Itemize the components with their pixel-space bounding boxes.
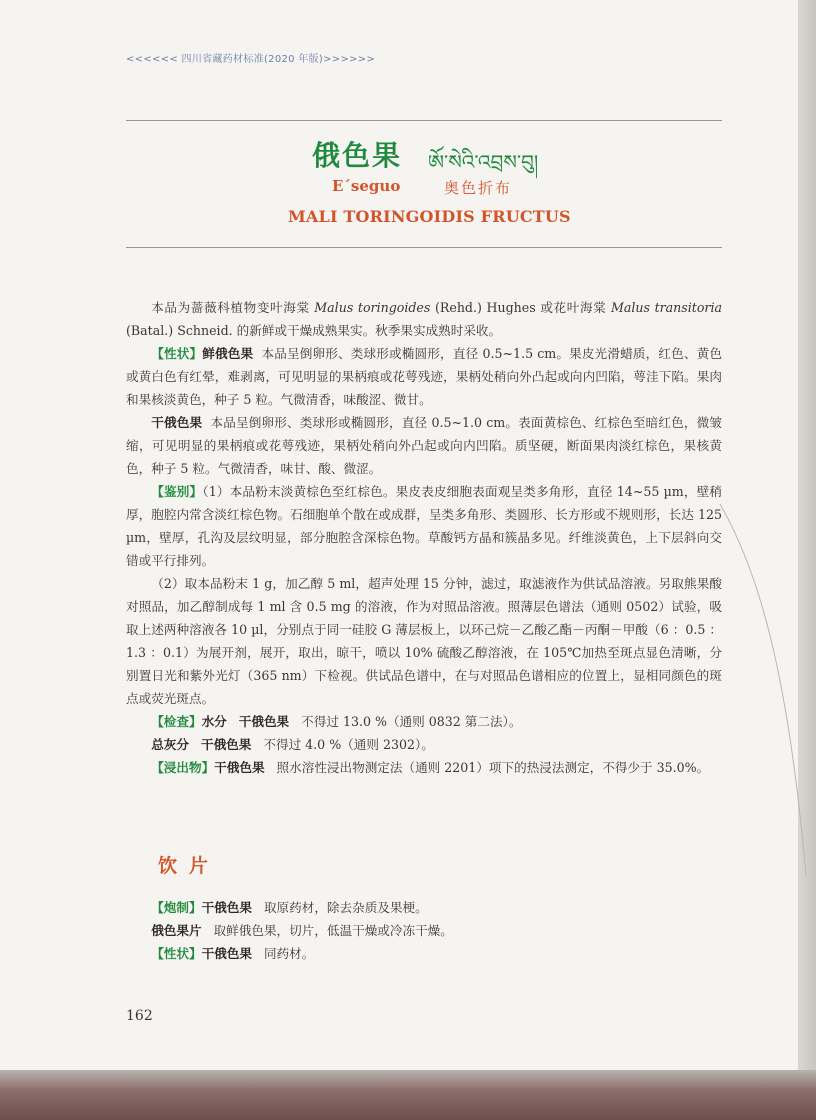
identification-paragraph-1 bbox=[126, 480, 722, 572]
title-tibetan: ཨོ་སེའི་འབྲས་བུ། bbox=[428, 150, 539, 174]
slice-paragraph bbox=[126, 919, 722, 942]
extract-text: 照水溶性浸出物测定法（通则 2201）项下的热浸法测定，不得少于 35.0%。 bbox=[276, 760, 710, 775]
running-head: <<<<<< 四川省藏药材标准(2020 年版)>>>>>> bbox=[126, 54, 376, 65]
intro-text-3: (Batal.) Schneid. 的新鲜或干燥成熟果实。秋季果实成熟时采收。 bbox=[126, 323, 502, 338]
identification-text-1: （1）本品粉末淡黄棕色至红棕色。果皮表皮细胞表面观呈类多角形，直径 14~55 µm，壁稍厚，胞腔内常含淡红棕色物。石细胞单个散在或成群，呈类多角形、类圆形、长方形或不规则形，长达 125 µm，壁厚，孔沟及层纹明显，部分胞腔含深棕色物。草酸钙方晶和簇晶多见。纤维淡黄色，上下层斜向交错或平行排列。 bbox=[126, 484, 722, 568]
title-rule-top bbox=[126, 120, 722, 121]
dry-label: 干俄色果 bbox=[151, 415, 203, 430]
slices-body bbox=[126, 896, 722, 965]
extract-tag: 【浸出物】 bbox=[151, 760, 215, 775]
title-pinyin: E´seguo bbox=[332, 177, 401, 195]
character-tag: 【性状】 bbox=[151, 346, 203, 361]
intro-text-2: (Rehd.) Hughes 或花叶海棠 bbox=[430, 300, 611, 315]
slice-character-tag: 【性状】 bbox=[151, 946, 202, 961]
processing-tag: 【炮制】 bbox=[151, 900, 202, 915]
ash-label: 总灰分 bbox=[151, 737, 189, 752]
processing-paragraph bbox=[126, 896, 722, 919]
fresh-text: 本品呈倒卵形、类球形或椭圆形，直径 0.5~1.5 cm。果皮光滑蜡质，红色、黄色或黄白色有红晕，难剥离，可见明显的果柄痕或花萼残迹，果柄处稍向外凸起或向内凹陷，萼洼下陷。果肉和果核淡黄色，种子 5 粒。气微清香，味酸涩、微甘。 bbox=[126, 346, 723, 407]
monograph-body bbox=[126, 296, 722, 779]
identification-paragraph-2 bbox=[126, 572, 722, 710]
water-label: 水分 bbox=[201, 714, 227, 729]
extract-paragraph bbox=[126, 756, 722, 779]
title-chinese: 俄色果 bbox=[312, 139, 403, 172]
processing-text: 取原药材，除去杂质及果梗。 bbox=[263, 900, 428, 915]
page-edge-right bbox=[798, 0, 816, 1120]
inspection-tag: 【检查】 bbox=[151, 714, 202, 729]
dry-text: 本品呈倒卵形、类球形或椭圆形，直径 0.5~1.0 cm。表面黄棕色、红棕色至暗红色，微皱缩，可见明显的果柄痕或花萼残迹，果柄处稍向外凸起或向内凹陷。质坚硬，断面果肉淡红棕色，果核黄色，种子 5 粒。气微清香，味甘、酸、微涩。 bbox=[126, 415, 722, 476]
slice-character-paragraph bbox=[126, 942, 722, 965]
identification-text-2: （2）取本品粉末 1 g，加乙醇 5 ml，超声处理 15 分钟，滤过，取滤液作为供试品溶液。另取熊果酸对照品，加乙醇制成每 1 ml 含 0.5 mg 的溶液，作为对照品溶液。照薄层色谱法（通则 0502）试验，吸取上述两种溶液各 10 µl，分别点于同一硅胶 G 薄层板上，以环己烷－乙酸乙酯－丙酮－甲酸（6 ：0.5 ：1.3 ：0.1）为展开剂，展开，取出，晾干，喷以 10% 硫酸乙醇溶液，在 105℃加热至斑点显色清晰，分别置日光和紫外光灯（365 nm）下检视。供试品色谱中，在与对照品色谱相应的位置上，显相同颜色的斑点或荧光斑点。 bbox=[126, 576, 722, 706]
extract-item: 干俄色果 bbox=[214, 760, 265, 775]
page-number: 162 bbox=[126, 1008, 153, 1024]
water-text: 不得过 13.0 %（通则 0832 第二法）。 bbox=[301, 714, 522, 729]
species-name-2: Malus transitoria bbox=[610, 300, 722, 315]
slices-section-title: 饮片 bbox=[158, 855, 221, 877]
slice-text: 取鲜俄色果，切片，低温干燥或冷冻干燥。 bbox=[213, 923, 453, 938]
inspection-water-paragraph bbox=[126, 710, 722, 733]
slice-item: 俄色果片 bbox=[151, 923, 202, 938]
intro-text-1: 本品为蔷薇科植物变叶海棠 bbox=[151, 300, 315, 315]
ash-item: 干俄色果 bbox=[200, 737, 252, 752]
ash-text: 不得过 4.0 %（通则 2302）。 bbox=[263, 737, 434, 752]
processing-item: 干俄色果 bbox=[201, 900, 252, 915]
water-item: 干俄色果 bbox=[238, 714, 290, 729]
title-rule-bottom bbox=[126, 247, 722, 248]
page-edge-bottom bbox=[0, 1070, 816, 1120]
species-name-1: Malus toringoides bbox=[314, 300, 431, 315]
slice-character-text: 同药材。 bbox=[263, 946, 315, 961]
character-dry-paragraph bbox=[126, 411, 722, 480]
intro-paragraph bbox=[126, 296, 722, 342]
fresh-label: 鲜俄色果 bbox=[202, 346, 254, 361]
title-latin: MALI TORINGOIDIS FRUCTUS bbox=[288, 207, 571, 226]
title-alt-name: 奥色折布 bbox=[444, 179, 513, 197]
inspection-ash-paragraph bbox=[126, 733, 722, 756]
character-fresh-paragraph bbox=[126, 342, 722, 411]
identification-tag: 【鉴别】 bbox=[151, 484, 203, 499]
slice-character-item: 干俄色果 bbox=[201, 946, 252, 961]
